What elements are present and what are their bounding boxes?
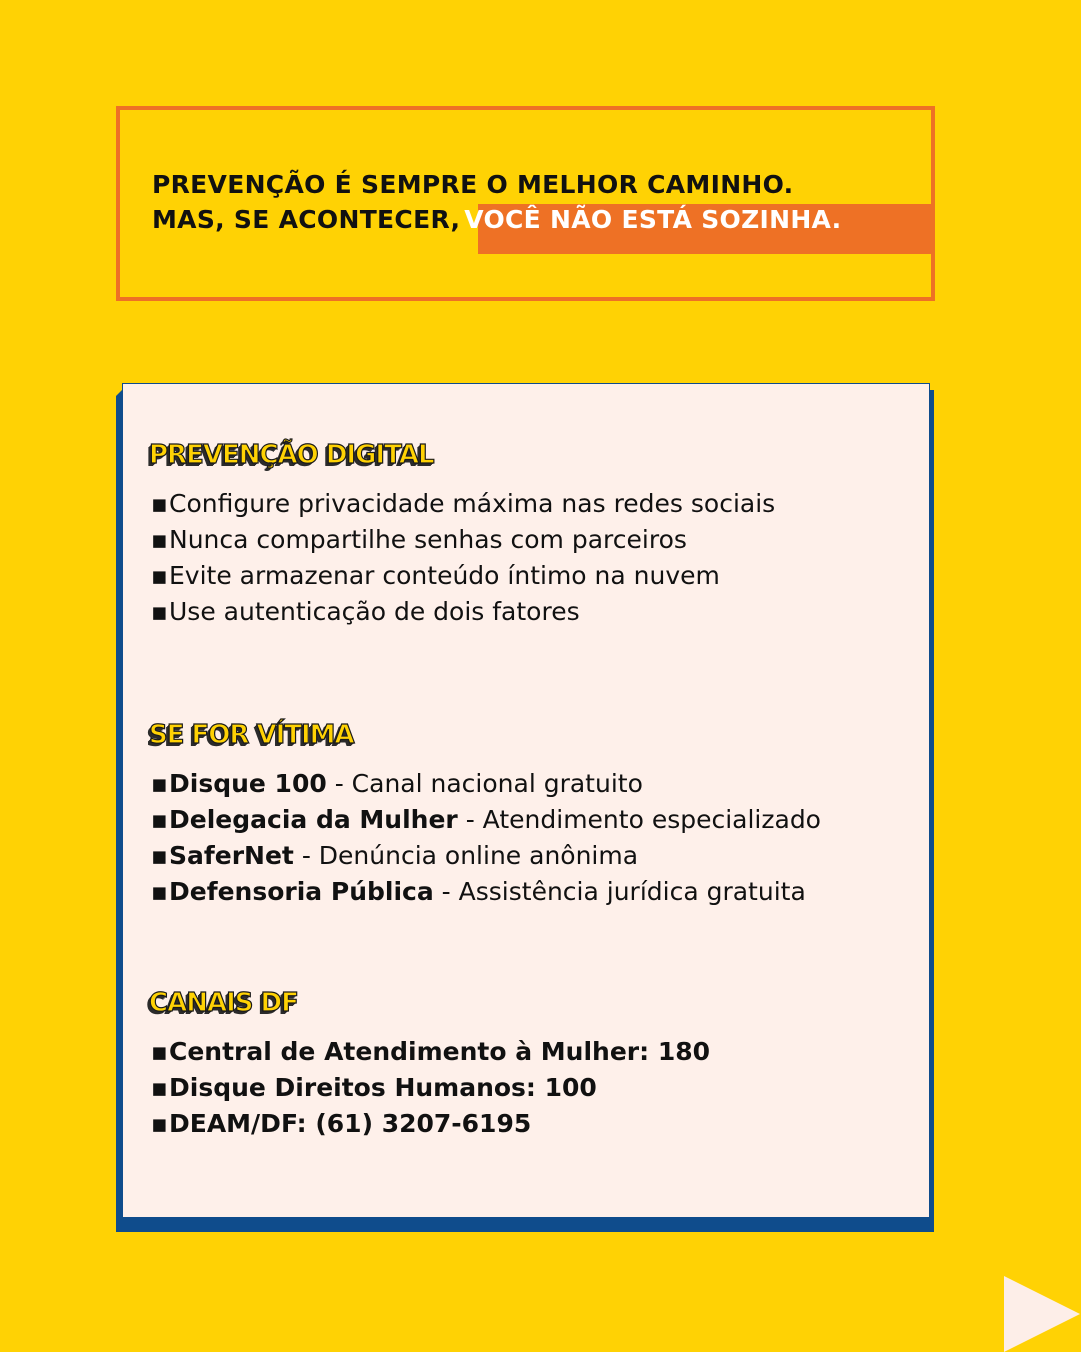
headline-line-2-prefix: MAS, SE ACONTECER, bbox=[152, 205, 461, 234]
bullet-icon: ▪ bbox=[151, 769, 168, 798]
bullet-icon: ▪ bbox=[151, 1037, 168, 1066]
list-item: ▪Use autenticação de dois fatores bbox=[151, 594, 775, 630]
play-arrow-icon[interactable] bbox=[1004, 1276, 1080, 1352]
list-item: ▪Nunca compartilhe senhas com parceiros bbox=[151, 522, 775, 558]
headline-line-2 bbox=[152, 205, 841, 234]
list-item: ▪Evite armazenar conteúdo íntimo na nuvem bbox=[151, 558, 775, 594]
list-item: ▪SaferNet - Denúncia online anônima bbox=[151, 838, 821, 874]
bullet-icon: ▪ bbox=[151, 805, 168, 834]
vitima-list bbox=[151, 766, 821, 910]
headline-banner bbox=[116, 106, 935, 301]
bullet-icon: ▪ bbox=[151, 597, 168, 626]
bullet-icon: ▪ bbox=[151, 525, 168, 554]
list-item: ▪Defensoria Pública - Assistência jurídica gratuita bbox=[151, 874, 821, 910]
headline-line-1: PREVENÇÃO É SEMPRE O MELHOR CAMINHO. bbox=[152, 170, 794, 199]
list-item: ▪Configure privacidade máxima nas redes sociais bbox=[151, 486, 775, 522]
list-item: ▪Central de Atendimento à Mulher: 180 bbox=[151, 1034, 710, 1070]
canais-list bbox=[151, 1034, 710, 1142]
list-item: ▪Disque Direitos Humanos: 100 bbox=[151, 1070, 710, 1106]
bullet-icon: ▪ bbox=[151, 1073, 168, 1102]
section-title-canais: CANAIS DF bbox=[149, 988, 298, 1018]
bullet-icon: ▪ bbox=[151, 1109, 168, 1138]
info-card bbox=[122, 383, 930, 1218]
list-item: ▪Delegacia da Mulher - Atendimento especializado bbox=[151, 802, 821, 838]
bullet-icon: ▪ bbox=[151, 489, 168, 518]
bullet-icon: ▪ bbox=[151, 841, 168, 870]
section-title-vitima: SE FOR VÍTIMA bbox=[149, 720, 354, 750]
list-item: ▪Disque 100 - Canal nacional gratuito bbox=[151, 766, 821, 802]
list-item: ▪DEAM/DF: (61) 3207-6195 bbox=[151, 1106, 710, 1142]
bullet-icon: ▪ bbox=[151, 877, 168, 906]
headline-line-2-highlight: VOCÊ NÃO ESTÁ SOZINHA. bbox=[464, 205, 842, 234]
prevencao-list bbox=[151, 486, 775, 630]
section-title-prevencao: PREVENÇÃO DIGITAL bbox=[149, 440, 434, 470]
bullet-icon: ▪ bbox=[151, 561, 168, 590]
